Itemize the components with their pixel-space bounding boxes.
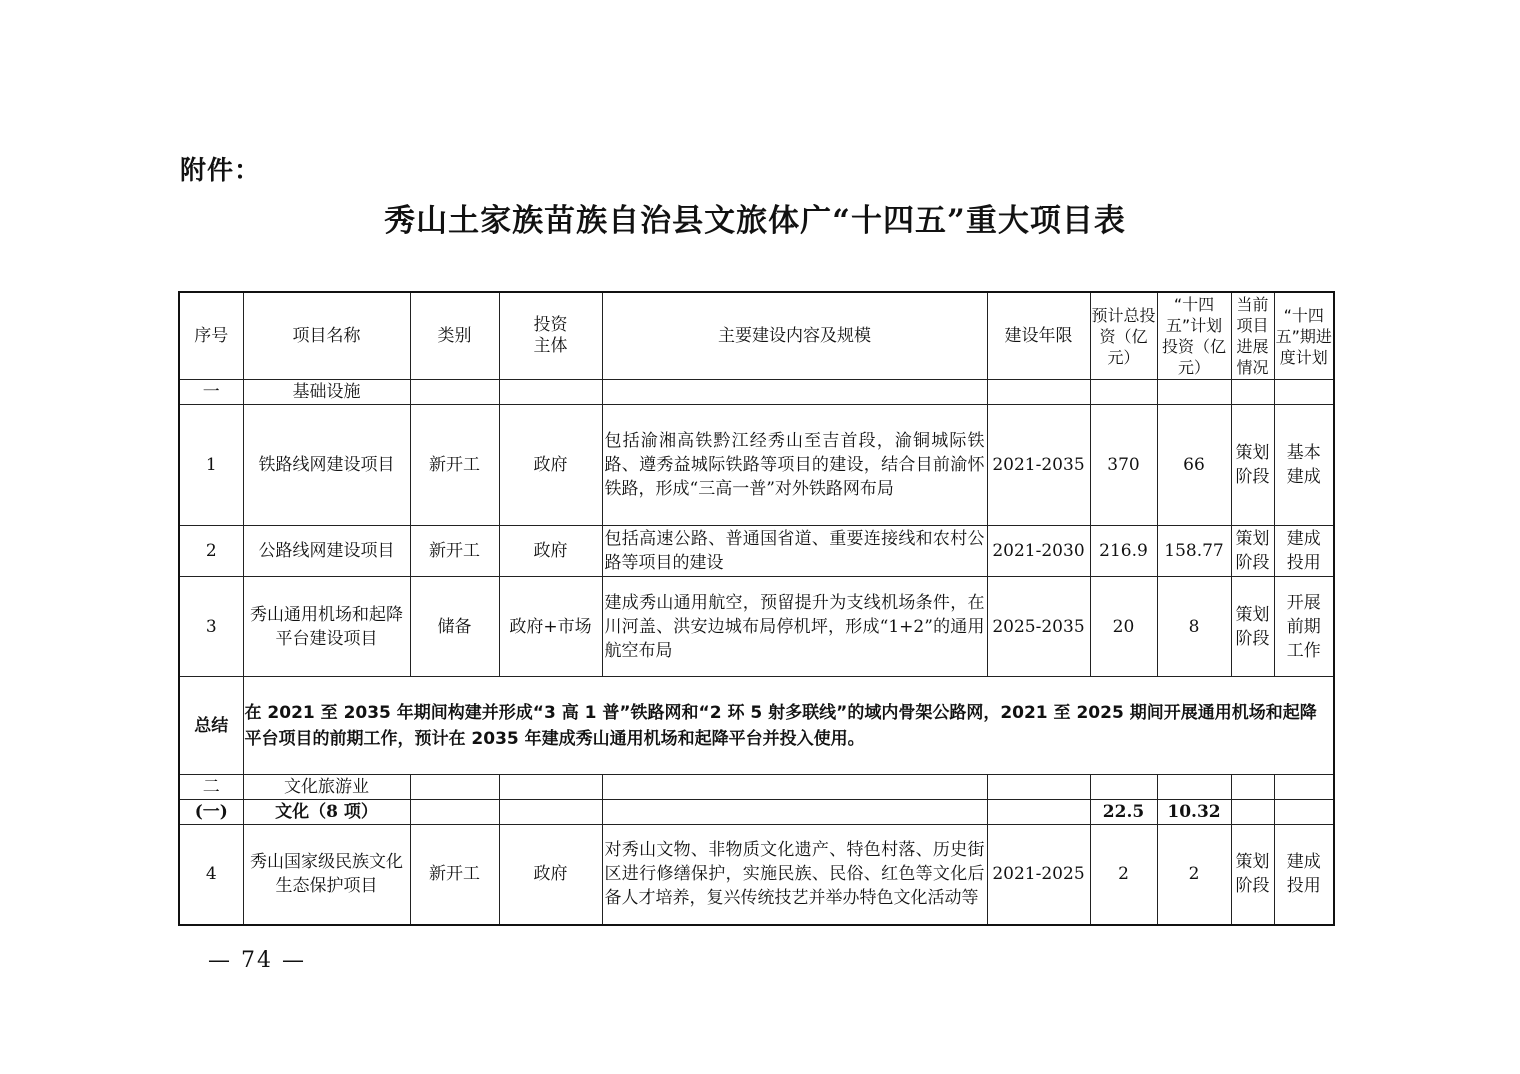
row-plan: 2 (1157, 825, 1231, 925)
table-row (179, 825, 1334, 925)
row-period: 2021-2035 (987, 405, 1090, 526)
row-schedule: 开展前期工作 (1274, 577, 1334, 677)
row-content: 建成秀山通用航空，预留提升为支线机场条件，在川河盖、洪安边城布局停机坪，形成“1+2”的通用航空布局 (602, 577, 987, 677)
section-name: 基础设施 (243, 380, 410, 405)
row-progress: 策划阶段 (1231, 405, 1274, 526)
section-row (179, 775, 1334, 800)
row-schedule: 建成投用 (1274, 825, 1334, 925)
row-schedule: 建成投用 (1274, 526, 1334, 577)
subsection-plan: 10.32 (1157, 800, 1231, 825)
table-row (179, 577, 1334, 677)
row-no: 4 (179, 825, 243, 925)
header-content: 主要建设内容及规模 (602, 292, 987, 380)
subsection-total: 22.5 (1090, 800, 1157, 825)
table-header-row (179, 292, 1334, 380)
section-row (179, 380, 1334, 405)
section-no: 二 (179, 775, 243, 800)
row-category: 储备 (410, 577, 499, 677)
table-row (179, 526, 1334, 577)
row-category: 新开工 (410, 405, 499, 526)
summary-row (179, 677, 1334, 775)
table-row (179, 405, 1334, 526)
summary-text: 在 2021 至 2035 年期间构建并形成“3 高 1 普”铁路网和“2 环 5 射多联线”的域内骨架公路网，2021 至 2025 期间开展通用机场和起降平台项目的前期工作，预计在 2035 年建成秀山通用机场和起降平台并投入使用。 (243, 677, 1334, 775)
subsection-row (179, 800, 1334, 825)
header-total: 预计总投资（亿元） (1090, 292, 1157, 380)
row-progress: 策划阶段 (1231, 526, 1274, 577)
row-name: 秀山国家级民族文化生态保护项目 (243, 825, 410, 925)
row-total: 20 (1090, 577, 1157, 677)
row-total: 370 (1090, 405, 1157, 526)
header-schedule: “十四五”期进度计划 (1274, 292, 1334, 380)
header-name: 项目名称 (243, 292, 410, 380)
row-investor: 政府 (499, 825, 602, 925)
section-name: 文化旅游业 (243, 775, 410, 800)
page-number: — 74 — (208, 948, 306, 973)
project-table (178, 291, 1335, 926)
row-progress: 策划阶段 (1231, 577, 1274, 677)
row-name: 秀山通用机场和起降平台建设项目 (243, 577, 410, 677)
row-no: 3 (179, 577, 243, 677)
row-investor: 政府+市场 (499, 577, 602, 677)
row-schedule: 基本建成 (1274, 405, 1334, 526)
row-period: 2021-2025 (987, 825, 1090, 925)
page-title: 秀山土家族苗族自治县文旅体广“十四五”重大项目表 (384, 203, 1126, 239)
row-name: 公路线网建设项目 (243, 526, 410, 577)
row-content: 包括高速公路、普通国省道、重要连接线和农村公路等项目的建设 (602, 526, 987, 577)
header-no: 序号 (179, 292, 243, 380)
attachment-label: 附件： (180, 156, 262, 186)
row-period: 2025-2035 (987, 577, 1090, 677)
row-plan: 8 (1157, 577, 1231, 677)
row-total: 216.9 (1090, 526, 1157, 577)
row-investor: 政府 (499, 405, 602, 526)
row-content: 对秀山文物、非物质文化遗产、特色村落、历史街区进行修缮保护，实施民族、民俗、红色等文化后备人才培养，复兴传统技艺并举办特色文化活动等 (602, 825, 987, 925)
subsection-no: (一) (179, 800, 243, 825)
row-total: 2 (1090, 825, 1157, 925)
header-plan: “十四五”计划投资（亿元） (1157, 292, 1231, 380)
row-no: 1 (179, 405, 243, 526)
summary-label: 总结 (179, 677, 243, 775)
header-category: 类别 (410, 292, 499, 380)
row-category: 新开工 (410, 526, 499, 577)
header-period: 建设年限 (987, 292, 1090, 380)
row-name: 铁路线网建设项目 (243, 405, 410, 526)
row-plan: 158.77 (1157, 526, 1231, 577)
row-plan: 66 (1157, 405, 1231, 526)
row-no: 2 (179, 526, 243, 577)
row-investor: 政府 (499, 526, 602, 577)
row-progress: 策划阶段 (1231, 825, 1274, 925)
header-progress: 当前项目进展情况 (1231, 292, 1274, 380)
header-investor: 投资主体 (499, 292, 602, 380)
section-no: 一 (179, 380, 243, 405)
row-content: 包括渝湘高铁黔江经秀山至吉首段，渝铜城际铁路、遵秀益城际铁路等项目的建设，结合目前渝怀铁路，形成“三高一普”对外铁路网布局 (602, 405, 987, 526)
row-category: 新开工 (410, 825, 499, 925)
subsection-name: 文化（8 项） (243, 800, 410, 825)
row-period: 2021-2030 (987, 526, 1090, 577)
